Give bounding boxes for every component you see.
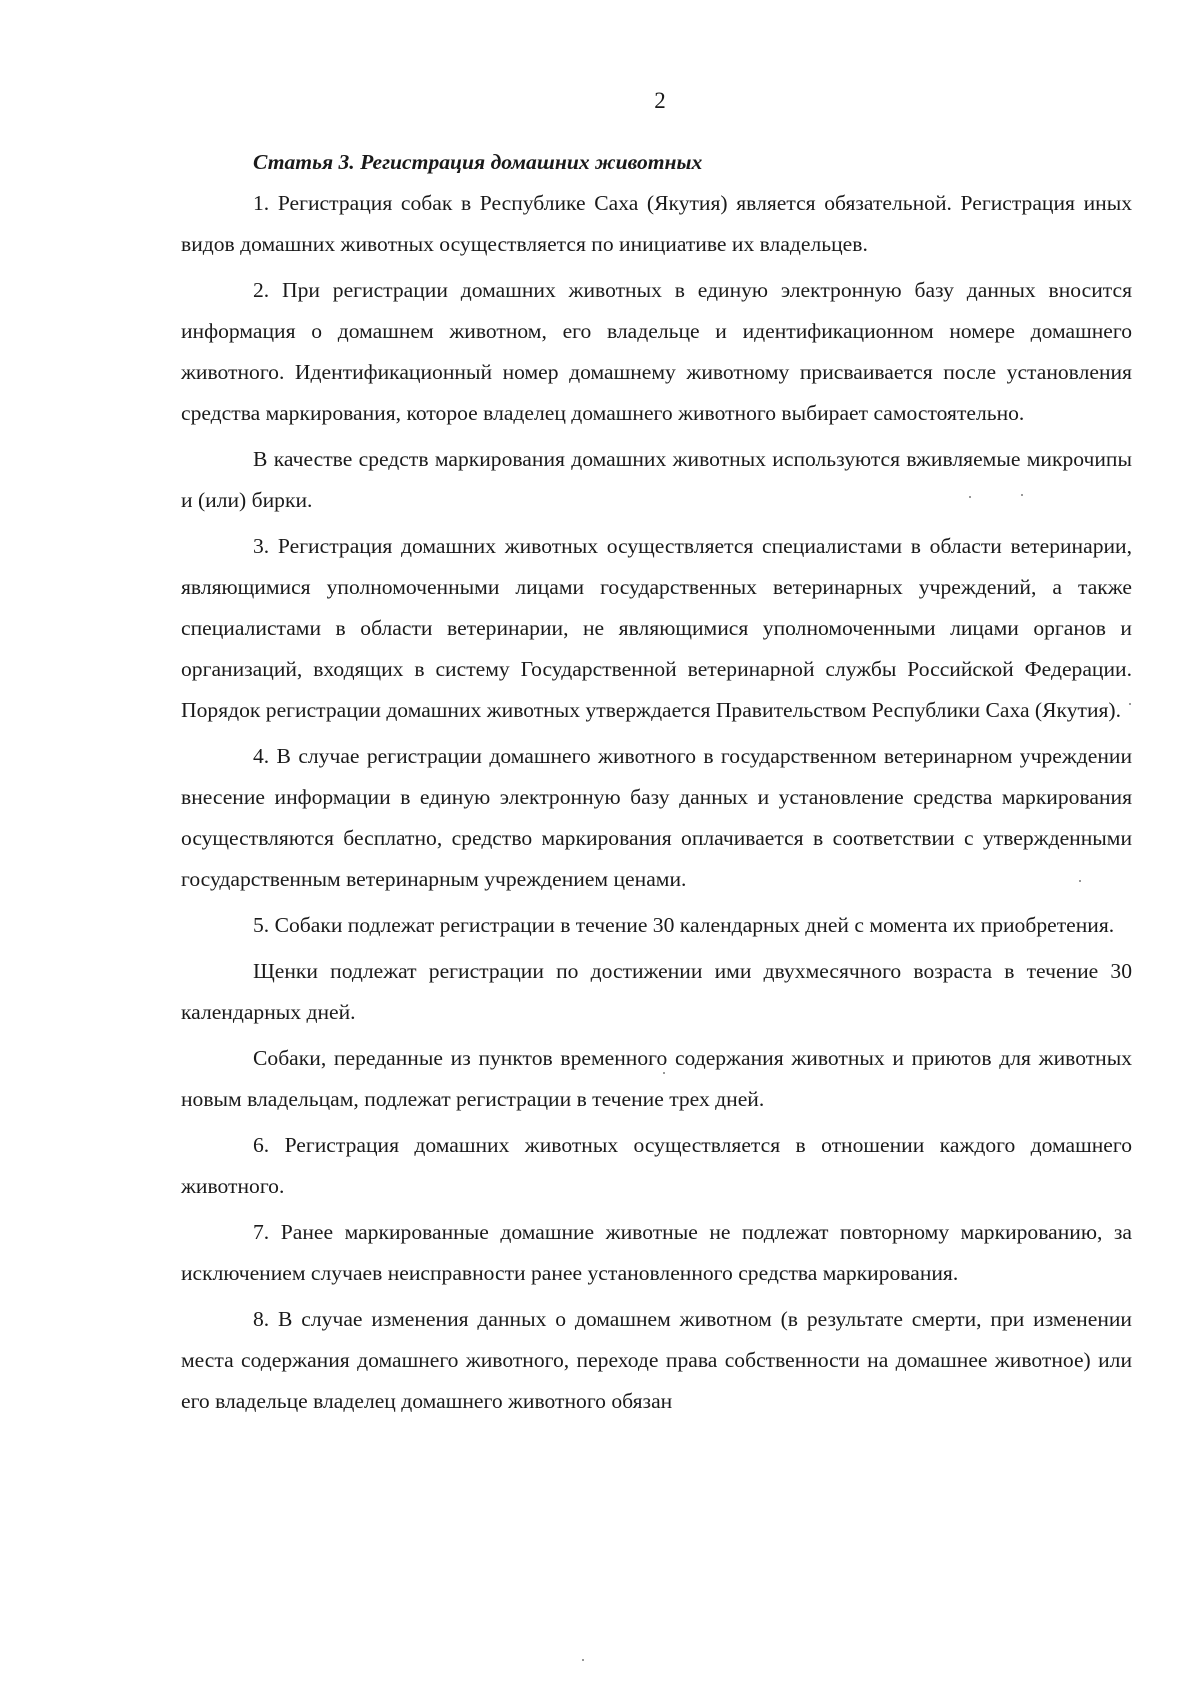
paragraph-4: 4. В случае регистрации домашнего животного в государственном ветеринарном учреждении внесение информации в единую электронную базу данных и установление средства маркирования осуществляются бесплатно, средство маркирования оплачивается в соответствии с утвержденными государственным ветеринарным учреждением ценами. <box>181 744 1132 891</box>
paragraph-8: 8. В случае изменения данных о домашнем животном (в результате смерти, при изменении места содержания домашнего животного, переходе права собственности на домашнее животное) или его владельце владелец домашнего животного обязан <box>181 1307 1132 1413</box>
scan-speck <box>582 1659 584 1661</box>
paragraph-6: 6. Регистрация домашних животных осуществляется в отношении каждого домашнего животного. <box>181 1133 1132 1198</box>
document-body <box>181 142 1132 1422</box>
page-number: 2 <box>654 88 666 113</box>
scan-speck <box>969 496 971 498</box>
paragraph-5-shelter-dogs: Собаки, переданные из пунктов временного содержания животных и приютов для животных новым владельцам, подлежат регистрации в течение трех дней. <box>181 1046 1132 1111</box>
scan-speck <box>1129 703 1131 705</box>
scan-speck <box>663 1072 665 1074</box>
article-title: Статья 3. Регистрация домашних животных <box>253 150 703 174</box>
scan-speck <box>1021 494 1023 496</box>
paragraph-2: 2. При регистрации домашних животных в единую электронную базу данных вносится информация о домашнем животном, его владельце и идентификационном номере домашнего животного. Идентификационный номер домашнему животному присваивается после установления средства маркирования, которое владелец домашнего животного выбирает самостоятельно. <box>181 278 1132 425</box>
paragraph-2-marking-means: В качестве средств маркирования домашних животных используются вживляемые микрочипы и (или) бирки. <box>181 447 1132 512</box>
paragraph-3: 3. Регистрация домашних животных осуществляется специалистами в области ветеринарии, являющимися уполномоченными лицами государственных ветеринарных учреждений, а также специалистами в области ветеринарии, не являющимися уполномоченными лицами органов и организаций, входящих в систему Государственной ветеринарной службы Российской Федерации. Порядок регистрации домашних животных утверждается Правительством Республики Саха (Якутия). <box>181 534 1132 722</box>
paragraph-5-puppies: Щенки подлежат регистрации по достижении ими двухмесячного возраста в течение 30 календарных дней. <box>181 959 1132 1024</box>
scan-speck <box>1079 880 1081 882</box>
paragraph-7: 7. Ранее маркированные домашние животные не подлежат повторному маркированию, за исключением случаев неисправности ранее установленного средства маркирования. <box>181 1220 1132 1285</box>
paragraph-5: 5. Собаки подлежат регистрации в течение 30 календарных дней с момента их приобретения. <box>253 913 1115 937</box>
paragraph-1: 1. Регистрация собак в Республике Саха (Якутия) является обязательной. Регистрация иных видов домашних животных осуществляется по инициативе их владельцев. <box>181 191 1132 256</box>
